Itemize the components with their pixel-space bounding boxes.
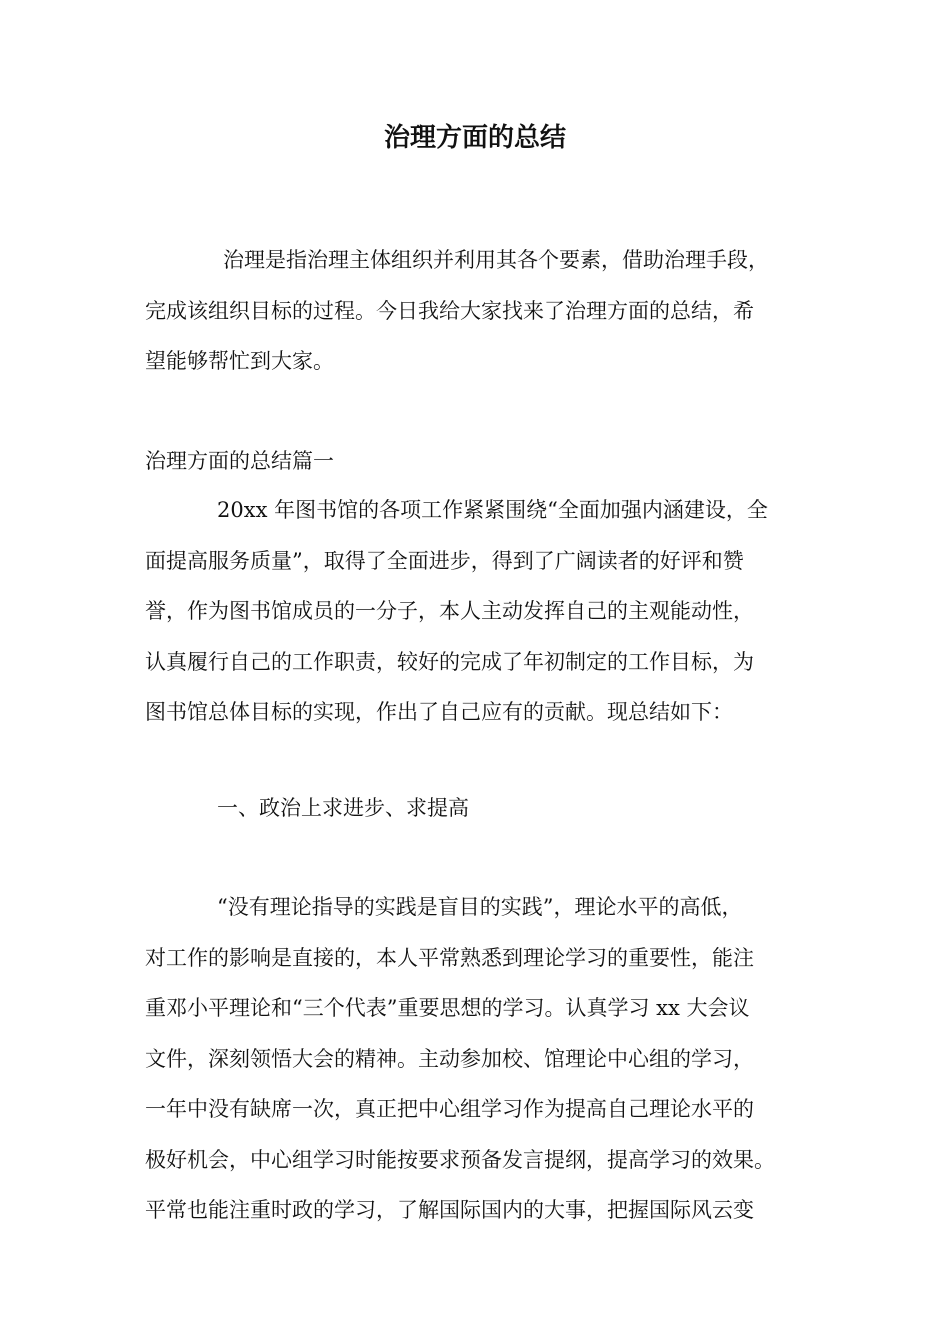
paragraph-line: 极好机会，中心组学习时能按要求预备发言提纲，提高学习的效果。 xyxy=(145,1147,775,1172)
paragraph-line: 面提高服务质量”，取得了全面进步，得到了广阔读者的好评和赞 xyxy=(145,548,744,573)
subheading-1 xyxy=(145,783,825,834)
paragraph-line: 誉，作为图书馆成员的一分子，本人主动发挥自己的主观能动性， xyxy=(145,599,754,623)
paragraph-line: 对工作的影响是直接的，本人平常熟悉到理论学习的重要性，能注 xyxy=(145,945,754,970)
paragraph-1 xyxy=(145,485,825,738)
paragraph-line: 文件，深刻领悟大会的精神。主动参加校、馆理论中心组的学习， xyxy=(145,1046,754,1071)
paragraph-line: 重邓小平理论和“三个代表”重要思想的学习。认真学习 xx 大会议 xyxy=(145,996,750,1020)
paragraph-line: “没有理论指导的实践是盲目的实践”，理论水平的高低， xyxy=(217,895,743,919)
document-title: 治理方面的总结 xyxy=(383,123,566,153)
section-heading xyxy=(145,436,825,487)
intro-line: 望能够帮忙到大家。 xyxy=(145,349,334,373)
intro-paragraph xyxy=(145,235,825,387)
subheading-text: 一、政治上求进步、求提高 xyxy=(217,796,469,820)
paragraph-line: 图书馆总体目标的实现，作出了自己应有的贡献。现总结如下： xyxy=(145,700,733,724)
paragraph-line: 20xx 年图书馆的各项工作紧紧围绕“全面加强内涵建设，全 xyxy=(217,498,768,522)
paragraph-line: 认真履行自己的工作职责，较好的完成了年初制定的工作目标，为 xyxy=(145,649,754,674)
paragraph-line: 一年中没有缺席一次，真正把中心组学习作为提高自己理论水平的 xyxy=(145,1097,754,1121)
paragraph-line: 平常也能注重时政的学习，了解国际国内的大事，把握国际风云变 xyxy=(145,1198,754,1222)
intro-line: 治理是指治理主体组织并利用其各个要素，借助治理手段， xyxy=(223,248,769,272)
section-heading-text: 治理方面的总结篇一 xyxy=(145,449,334,473)
intro-line: 完成该组织目标的过程。今日我给大家找来了治理方面的总结，希 xyxy=(145,298,754,323)
paragraph-2 xyxy=(145,882,825,1236)
